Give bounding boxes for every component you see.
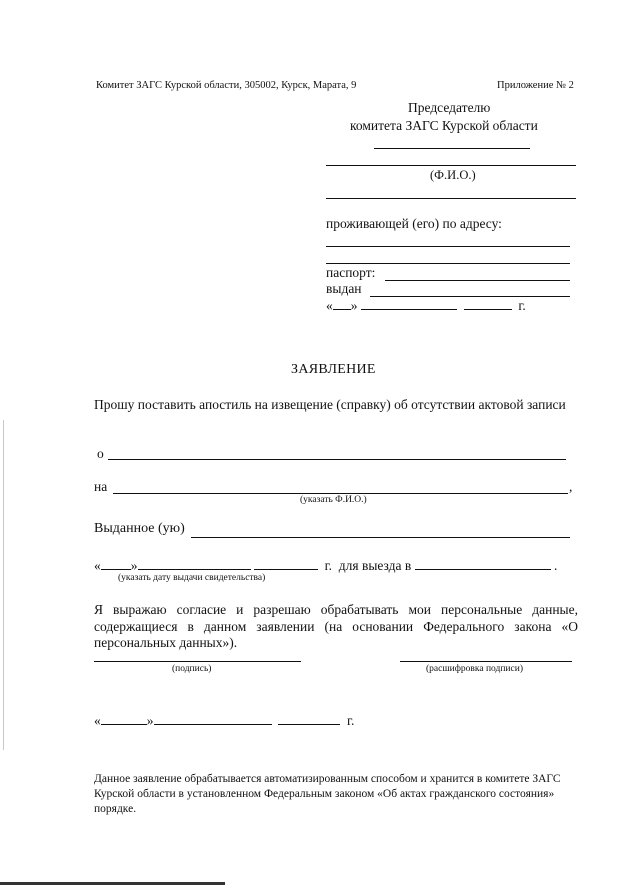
cert-month-field[interactable] [138, 557, 251, 570]
on-line[interactable] [113, 493, 568, 494]
month-field[interactable] [361, 297, 457, 310]
about-label: о [97, 446, 104, 461]
signature-decode-caption: (расшифровка подписи) [426, 664, 523, 674]
certificate-date-row: « » г. для выезда в . [94, 558, 558, 573]
issued-by-label: Выданное (ую) [94, 521, 185, 536]
on-label: на [94, 479, 108, 494]
scan-bottom-bar [0, 882, 225, 885]
address-line-2[interactable] [326, 263, 570, 264]
fio-line[interactable] [326, 165, 576, 166]
about-line[interactable] [108, 459, 566, 460]
on-caption: (указать Ф.И.О.) [300, 495, 367, 505]
on-comma: , [569, 479, 573, 494]
year-field[interactable] [464, 297, 512, 310]
app-year-field[interactable] [278, 712, 340, 725]
addressee-date: « » г. [326, 298, 526, 313]
day-field[interactable] [333, 297, 351, 310]
signature-decode-line[interactable] [400, 661, 572, 662]
addressee-committee: комитета ЗАГС Курской области [350, 118, 538, 133]
request-text: Прошу поставить апостиль на извещение (справку) об отсутствии актовой записи [94, 397, 566, 412]
issued-label: выдан [326, 281, 362, 296]
header-address: Комитет ЗАГС Курской области, 305002, Курск, Марата, 9 [96, 80, 357, 91]
addressee-short-line [374, 148, 530, 149]
address-line-1[interactable] [326, 246, 570, 247]
issued-by-line[interactable] [191, 537, 570, 538]
app-month-field[interactable] [154, 712, 272, 725]
consent-text: Я выражаю согласие и разрешаю обрабатывать мои персональные данные, содержащиеся в данном заявлении (на основании Федерального закона «О персональных данных»). [94, 602, 578, 650]
scan-edge-mark [3, 420, 4, 750]
fio-line-2[interactable] [326, 198, 576, 199]
cert-day-field[interactable] [101, 557, 131, 570]
application-date-row: « » г. [94, 713, 355, 728]
addressee-title: Председателю [408, 100, 491, 115]
passport-line[interactable] [385, 280, 570, 281]
passport-label: паспорт: [326, 265, 376, 280]
cert-date-caption: (указать дату выдачи свидетельства) [118, 573, 266, 583]
footer-note: Данное заявление обрабатывается автоматизированным способом и хранится в комитете ЗАГС Курской области в установленном Федеральным законом «Об актах гражданского состояния» порядке. [94, 773, 561, 815]
appendix-label: Приложение № 2 [497, 80, 574, 91]
address-label: проживающей (его) по адресу: [326, 216, 502, 231]
cert-year-field[interactable] [254, 557, 318, 570]
signature-caption: (подпись) [172, 664, 212, 674]
app-day-field[interactable] [101, 712, 147, 725]
signature-line[interactable] [94, 661, 301, 662]
destination-field[interactable] [415, 557, 551, 570]
fio-caption: (Ф.И.О.) [430, 168, 476, 182]
document-title: ЗАЯВЛЕНИЕ [291, 362, 376, 377]
